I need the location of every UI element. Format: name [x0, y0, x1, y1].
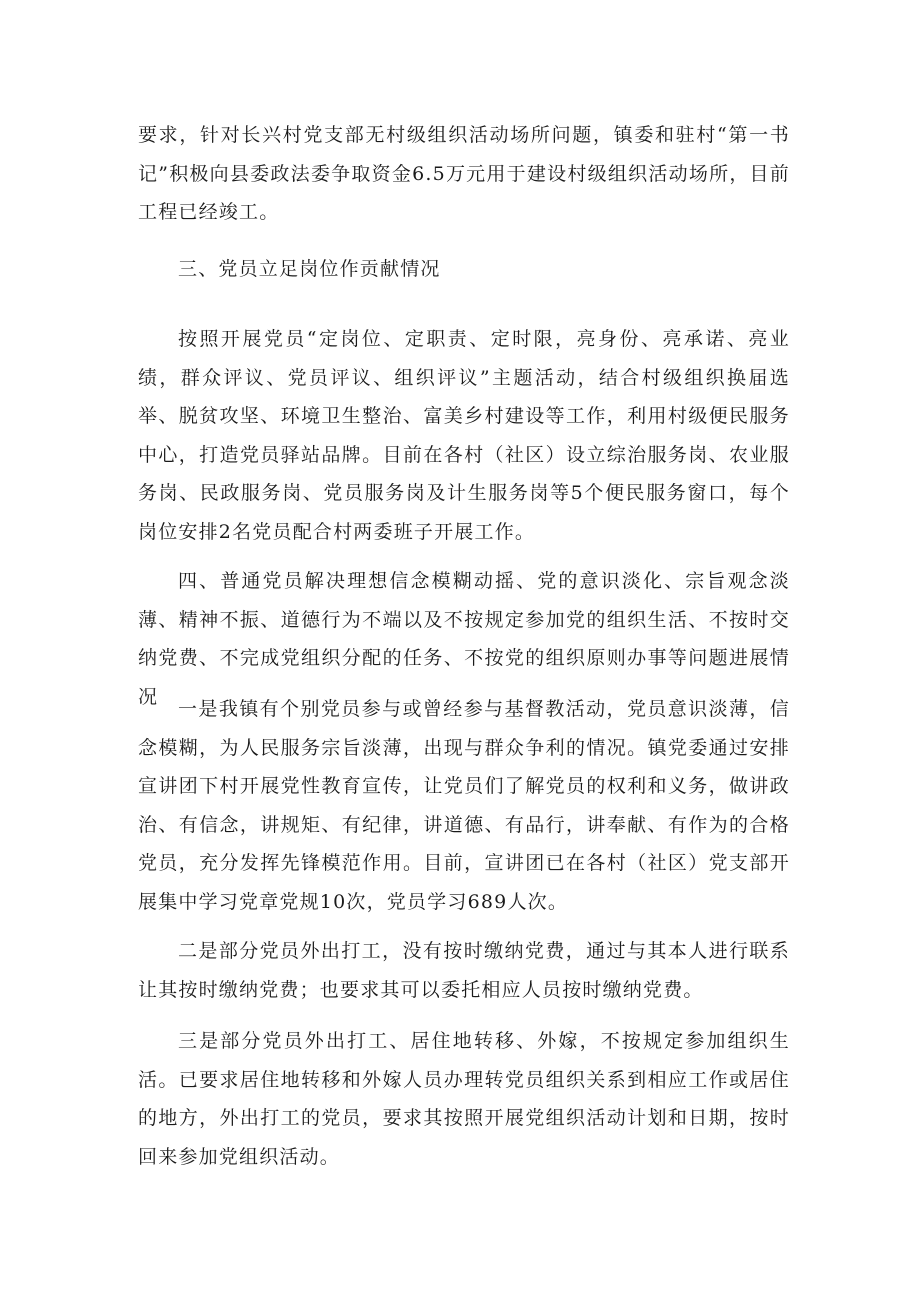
section-heading-four: 四、普通党员解决理想信念模糊动摇、党的意识淡化、宗旨观念淡薄、精神不振、道德行为不端以及不按规定参加党的组织生活、不按时交纳党费、不完成党组织分配的任务、不按党的组织原则办事等问题进展情况: [138, 570, 790, 708]
paragraph-post-positions: 按照开展党员“定岗位、定职责、定时限，亮身份、亮承诺、亮业绩，群众评议、党员评议、组织评议”主题活动，结合村级组织换届选举、脱贫攻坚、环境卫生整治、富美乡村建设等工作，利用村级便民服务中心，打造党员驿站品牌。目前在各村（社区）设立综治服务岗、农业服务岗、民政服务岗、党员服务岗及计生服务岗等5个便民服务窗口，每个岗位安排2名党员配合村两委班子开展工作。: [138, 328, 790, 543]
paragraph-item-one: 一是我镇有个别党员参与或曾经参与基督教活动，党员意识淡薄，信念模糊，为人民服务宗旨淡薄，出现与群众争利的情况。镇党委通过安排宣讲团下村开展党性教育宣传，让党员们了解党员的权利和义务，做讲政治、有信念，讲规矩、有纪律，讲道德、有品行，讲奉献、有作为的合格党员，充分发挥先锋模范作用。目前，宣讲团已在各村（社区）党支部开展集中学习党章党规10次，党员学习689人次。: [138, 698, 790, 913]
paragraph-continuation: 要求，针对长兴村党支部无村级组织活动场所问题，镇委和驻村“第一书记”积极向县委政法委争取资金6.5万元用于建设村级组织活动场所，目前工程已经竣工。: [138, 124, 790, 223]
paragraph-item-three: 三是部分党员外出打工、居住地转移、外嫁，不按规定参加组织生活。已要求居住地转移和外嫁人员办理转党员组织关系到相应工作或居住的地方，外出打工的党员，要求其按照开展党组织活动计划和日期，按时回来参加党组织活动。: [138, 1030, 790, 1168]
section-heading-three: 三、党员立足岗位作贡献情况: [178, 258, 441, 280]
paragraph-item-two: 二是部分党员外出打工，没有按时缴纳党费，通过与其本人进行联系让其按时缴纳党费；也要求其可以委托相应人员按时缴纳党费。: [138, 940, 790, 1001]
